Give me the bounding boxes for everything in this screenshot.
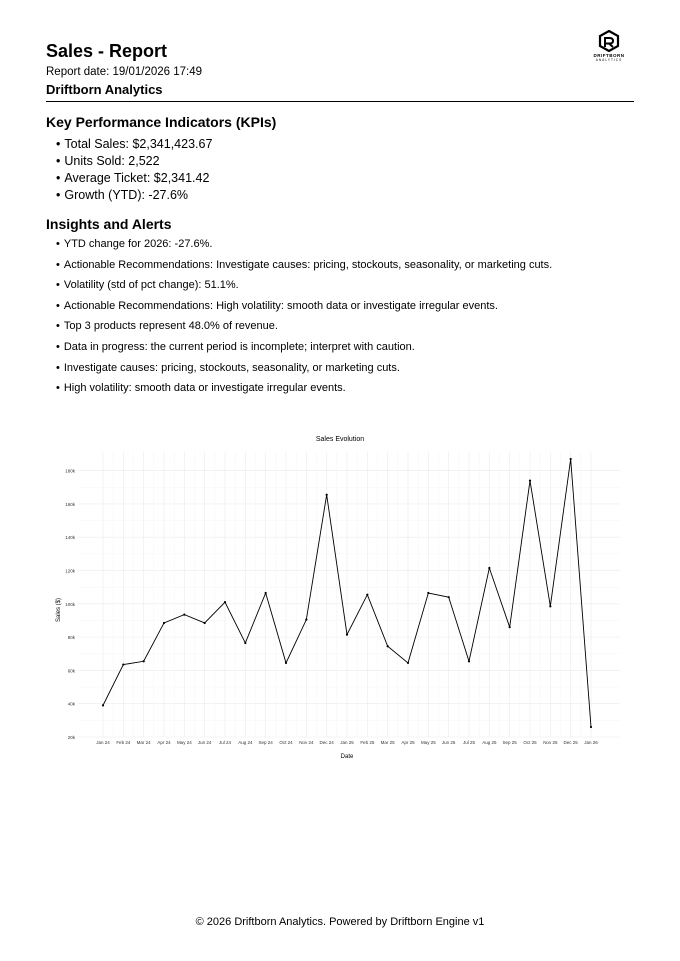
x-tick-label: Nov 24 xyxy=(299,740,314,745)
data-point xyxy=(366,594,368,596)
data-point xyxy=(407,662,409,664)
x-tick-label: Jul 24 xyxy=(218,740,232,745)
data-point xyxy=(529,480,531,482)
data-point xyxy=(143,660,145,662)
data-point xyxy=(102,704,104,706)
y-tick-label: 140k xyxy=(65,535,75,541)
x-tick-label: Jan 24 xyxy=(96,740,110,745)
x-tick-label: Feb 24 xyxy=(116,740,131,745)
insight-item: • Investigate causes: pricing, stockouts, seasonality, or marketing cuts. xyxy=(56,358,552,379)
data-point xyxy=(448,596,450,598)
header-divider xyxy=(46,101,634,102)
kpi-section-title: Key Performance Indicators (KPIs) xyxy=(46,114,277,130)
data-point xyxy=(265,592,267,594)
x-tick-label: Sep 24 xyxy=(258,740,273,745)
logo-icon xyxy=(598,30,620,52)
kpi-item-average-ticket: • Average Ticket: $2,341.42 xyxy=(56,170,212,187)
insight-item: • Volatility (std of pct change): 51.1%. xyxy=(56,275,552,296)
data-point xyxy=(224,601,226,603)
data-point xyxy=(183,614,185,616)
data-point xyxy=(244,642,246,644)
x-tick-label: Dec 24 xyxy=(319,740,334,745)
data-point xyxy=(570,458,572,460)
y-tick-label: 40k xyxy=(67,701,75,707)
insight-item: • Data in progress: the current period is incomplete; interpret with caution. xyxy=(56,337,552,358)
data-point xyxy=(204,622,206,624)
data-point xyxy=(590,726,592,728)
y-tick-label: 80k xyxy=(67,635,75,641)
data-point xyxy=(346,634,348,636)
y-tick-label: 20k xyxy=(67,735,75,740)
y-axis-ticks xyxy=(65,469,76,740)
data-point xyxy=(427,592,429,594)
page-footer: © 2026 Driftborn Analytics. Powered by Driftborn Engine v1 xyxy=(195,916,485,928)
x-tick-label: May 24 xyxy=(176,740,192,745)
chart-title: Sales Evolution xyxy=(315,436,365,443)
insights-section-title: Insights and Alerts xyxy=(46,216,172,232)
x-tick-label: Oct 25 xyxy=(523,740,537,745)
y-tick-label: 180k xyxy=(65,468,75,474)
data-point xyxy=(285,662,287,664)
x-axis-ticks xyxy=(96,740,598,745)
company-logo xyxy=(584,30,634,62)
x-tick-label: May 25 xyxy=(420,740,436,745)
x-tick-label: Jun 24 xyxy=(197,740,212,745)
company-name: Driftborn Analytics xyxy=(46,82,163,97)
x-tick-label: Jul 25 xyxy=(462,740,476,745)
x-tick-label: Sep 25 xyxy=(502,740,517,745)
report-title: Sales - Report xyxy=(46,41,168,61)
sales-evolution-chart xyxy=(40,430,640,765)
x-tick-label: Feb 25 xyxy=(360,740,375,745)
y-axis-label: Sales ($) xyxy=(56,597,62,623)
x-tick-label: Mar 24 xyxy=(136,740,151,745)
y-tick-label: 100k xyxy=(65,601,75,607)
kpi-item-total-sales: • Total Sales: $2,341,423.67 xyxy=(56,136,212,153)
y-tick-label: 60k xyxy=(67,668,75,674)
x-tick-label: Jan 26 xyxy=(584,740,598,745)
data-point xyxy=(468,660,470,662)
insight-item: • High volatility: smooth data or investigate irregular events. xyxy=(56,378,552,399)
x-axis-label: Date xyxy=(340,754,354,760)
data-point xyxy=(326,494,328,496)
x-tick-label: Jun 25 xyxy=(441,740,456,745)
x-tick-label: Jan 25 xyxy=(340,740,354,745)
kpi-list xyxy=(56,136,212,204)
x-tick-label: Aug 24 xyxy=(238,740,253,745)
x-tick-label: Dec 25 xyxy=(563,740,578,745)
x-tick-label: Apr 24 xyxy=(157,740,171,745)
logo-name: DRIFTBORN xyxy=(593,53,625,58)
kpi-item-growth: • Growth (YTD): -27.6% xyxy=(56,187,212,204)
x-tick-label: Oct 24 xyxy=(279,740,293,745)
y-tick-label: 120k xyxy=(65,568,75,574)
data-point xyxy=(305,619,307,621)
data-point xyxy=(387,645,389,647)
data-point xyxy=(549,605,551,607)
x-tick-label: Nov 25 xyxy=(543,740,558,745)
logo-subtitle: ANALYTICS xyxy=(595,58,623,62)
data-point xyxy=(509,626,511,628)
y-tick-label: 160k xyxy=(65,501,75,507)
data-point xyxy=(163,622,165,624)
insight-item: • Actionable Recommendations: Investigate causes: pricing, stockouts, seasonality, or marketing cuts. xyxy=(56,255,552,276)
x-tick-label: Aug 25 xyxy=(482,740,497,745)
report-header xyxy=(46,40,634,98)
report-date: Report date: 19/01/2026 17:49 xyxy=(46,66,203,78)
data-point xyxy=(122,663,124,665)
insights-list xyxy=(56,234,552,399)
kpi-item-units-sold: • Units Sold: 2,522 xyxy=(56,153,212,170)
data-point xyxy=(488,567,490,569)
insight-item: • Top 3 products represent 48.0% of revenue. xyxy=(56,316,552,337)
x-tick-label: Mar 25 xyxy=(380,740,395,745)
chart-grid xyxy=(78,452,620,737)
insight-item: • YTD change for 2026: -27.6%. xyxy=(56,234,552,255)
insight-item: • Actionable Recommendations: High volatility: smooth data or investigate irregular events. xyxy=(56,296,552,317)
x-tick-label: Apr 25 xyxy=(401,740,415,745)
